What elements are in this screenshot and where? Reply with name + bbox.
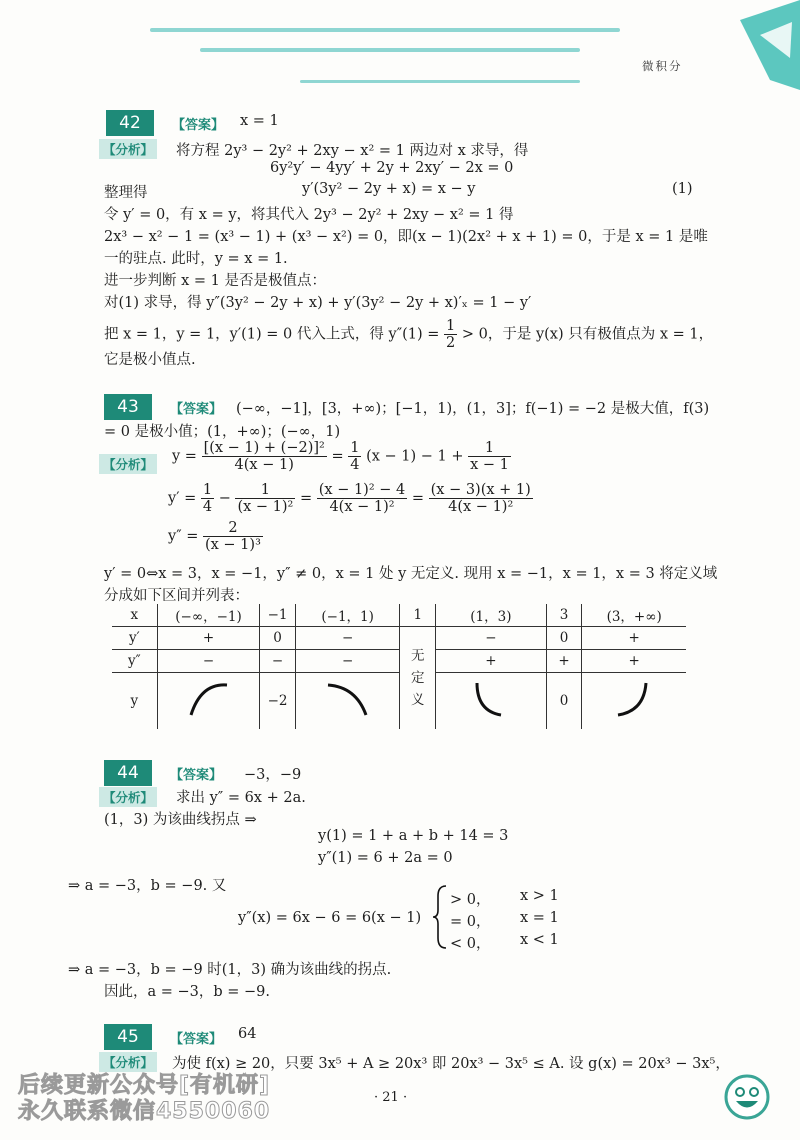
table-row <box>112 673 686 729</box>
concave-down-arc-icon <box>295 673 400 729</box>
answer-text: 64 <box>238 1026 257 1042</box>
watermark-line-2: 永久联系微信4550060 <box>18 1099 271 1124</box>
text-line: 为使 f(x) ≥ 20，只要 3x⁵ + A ≥ 20x³ 即 20x³ − 3x⁵ ≤ A. 设 g(x) = 20x³ − 3x⁵， <box>172 1056 730 1072</box>
text-line: 一的驻点. 此时，y = x = 1. <box>104 251 288 267</box>
answer-text: −3，−9 <box>244 767 302 783</box>
equation-number: (1) <box>672 181 693 197</box>
table-cell: (3，+∞) <box>582 604 686 627</box>
answer-label: 【答案】 <box>172 118 225 133</box>
text-line: (1，3) 为该曲线拐点 ⇒ <box>104 812 257 828</box>
question-number-44: 44 <box>104 760 152 786</box>
question-number-42: 42 <box>106 110 154 136</box>
concave-down-arc-icon <box>157 673 260 729</box>
text-line: ⇒ a = −3，b = −9 时(1，3) 确为该曲线的拐点. <box>68 962 392 978</box>
table-cell: y <box>112 673 157 729</box>
table-row <box>112 604 686 627</box>
text-line: 因此，a = −3，b = −9. <box>104 984 271 1000</box>
question-number-43: 43 <box>104 394 152 420</box>
section-title: 微积分 <box>642 59 683 73</box>
piece-sign: = 0， <box>450 914 491 930</box>
table-cell: (−∞，−1) <box>157 604 260 627</box>
text-line: 求出 y″ = 6x + 2a. <box>176 790 306 806</box>
table-cell: − <box>260 650 296 673</box>
corner-decoration-icon <box>730 0 800 90</box>
table-cell: (−1，1) <box>295 604 400 627</box>
table-cell: − <box>157 650 260 673</box>
text-line: 分成如下区间并列表： <box>104 588 249 604</box>
text-line: 进一步判断 x = 1 是否是极值点： <box>104 273 326 289</box>
text-line: 对(1) 求导，得 y″(3y² − 2y + x) + y′(3y² − 2y + x)′ₓ = 1 − y′ <box>104 295 532 311</box>
smiley-face-icon <box>724 1074 770 1120</box>
equation: 6y²y′ − 4yy′ + 2y + 2xy′ − 2x = 0 <box>270 160 514 176</box>
undefined-cell: 无 定 义 <box>400 627 436 729</box>
table-cell: y′ <box>112 627 157 650</box>
text-line: 它是极小值点. <box>104 352 196 368</box>
table-cell: + <box>436 650 547 673</box>
header-rule-1 <box>150 28 620 32</box>
table-cell: + <box>546 650 582 673</box>
table-cell: y″ <box>112 650 157 673</box>
table-cell: + <box>582 650 686 673</box>
answer-label: 【答案】 <box>170 402 223 417</box>
left-brace-icon <box>432 884 448 950</box>
table-cell: 0 <box>546 673 582 729</box>
text-line: 2x³ − x² − 1 = (x³ − 1) + (x³ − x²) = 0，即(x − 1)(2x² + x + 1) = 0，于是 x = 1 是唯 <box>104 229 708 245</box>
text-line: 把 x = 1，y = 1，y′(1) = 0 代入上式，得 y″(1) = $\frac{1}{2}$ > 0，于是 y(x) 只有极值点为 x = 1， <box>104 318 714 351</box>
answer-label: 【答案】 <box>170 1032 223 1047</box>
answer-label: 【答案】 <box>170 768 223 783</box>
analysis-label: 【分析】 <box>99 454 157 474</box>
table-row <box>112 627 686 650</box>
analysis-label: 【分析】 <box>99 1052 157 1072</box>
piece-sign: < 0， <box>450 936 491 952</box>
table-cell: −1 <box>260 604 296 627</box>
piece-condition: x = 1 <box>520 910 559 926</box>
equation: y(1) = 1 + a + b + 14 = 3 <box>318 828 509 844</box>
concave-up-arc-icon <box>582 673 686 729</box>
text-line: 整理得 <box>104 185 148 201</box>
header-rule-3 <box>300 80 580 83</box>
table-cell: (1，3) <box>436 604 547 627</box>
piece-condition: x > 1 <box>520 888 559 904</box>
question-number-45: 45 <box>104 1024 152 1050</box>
table-row <box>112 650 686 673</box>
text-line: y′ = 0⇔x = 3，x = −1，y″ ≠ 0，x = 1 处 y 无定义. 现用 x = −1，x = 1，x = 3 将定义域 <box>104 566 718 582</box>
answer-text: x = 1 <box>240 113 279 129</box>
text-line: 令 y′ = 0，有 x = y，将其代入 2y³ − 2y² + 2xy − x² = 1 得 <box>104 207 514 223</box>
table-cell: −2 <box>260 673 296 729</box>
answer-text: = 0 是极小值；(1，+∞)；(−∞，1) <box>104 424 341 440</box>
analysis-label: 【分析】 <box>99 139 157 159</box>
equation-y-prime: y′ = $\frac{1}{4}$ − $\frac{1}{\text{(x − 1)²}}$ = $\frac{\text{(x − 1)² − 4}}{\text{4(x − 1)²}}$ = $\frac{(x - 3)(x + 1)}{\text{4(x − 1)²}}$ <box>168 482 531 515</box>
equation: y″(1) = 6 + 2a = 0 <box>318 850 453 866</box>
table-cell: − <box>295 650 400 673</box>
piece-condition: x < 1 <box>520 932 559 948</box>
table-cell: − <box>295 627 400 650</box>
text-line: 将方程 2y³ − 2y² + 2xy − x² = 1 两边对 x 求导，得 <box>176 143 529 159</box>
text-line: ⇒ a = −3，b = −9. 又 <box>68 878 227 894</box>
sign-table <box>112 604 686 729</box>
table-cell: + <box>157 627 260 650</box>
answer-text: (−∞，−1]，[3，+∞)；[−1，1)，(1，3]；f(−1) = −2 是极大值，f(3) <box>236 401 710 417</box>
table-cell: 0 <box>260 627 296 650</box>
header-rule-2 <box>200 48 580 52</box>
table-cell: − <box>436 627 547 650</box>
equation-y-double-prime: y″ = $\frac{2}{\text{(x − 1)³}}$ <box>168 520 261 553</box>
watermark-line-1: 后续更新公众号[有机研] <box>18 1073 271 1098</box>
page-number: · 21 · <box>374 1090 408 1105</box>
table-cell: + <box>582 627 686 650</box>
table-cell: 1 <box>400 604 436 627</box>
equation: y″(x) = 6x − 6 = 6(x − 1) <box>238 910 422 926</box>
table-cell: 3 <box>546 604 582 627</box>
concave-up-arc-icon <box>436 673 547 729</box>
equation: y′(3y² − 2y + x) = x − y <box>302 181 476 197</box>
equation-y: y = $\frac{\text{[(x − 1) + (−2)]²}}{4(x - 1)}$ = $\frac{1}{4}$ (x − 1) − 1 + $\frac{1}{x - 1}$ <box>172 440 509 473</box>
piece-sign: > 0， <box>450 892 491 908</box>
table-cell: 0 <box>546 627 582 650</box>
analysis-label: 【分析】 <box>99 787 157 807</box>
table-cell: x <box>112 604 157 627</box>
